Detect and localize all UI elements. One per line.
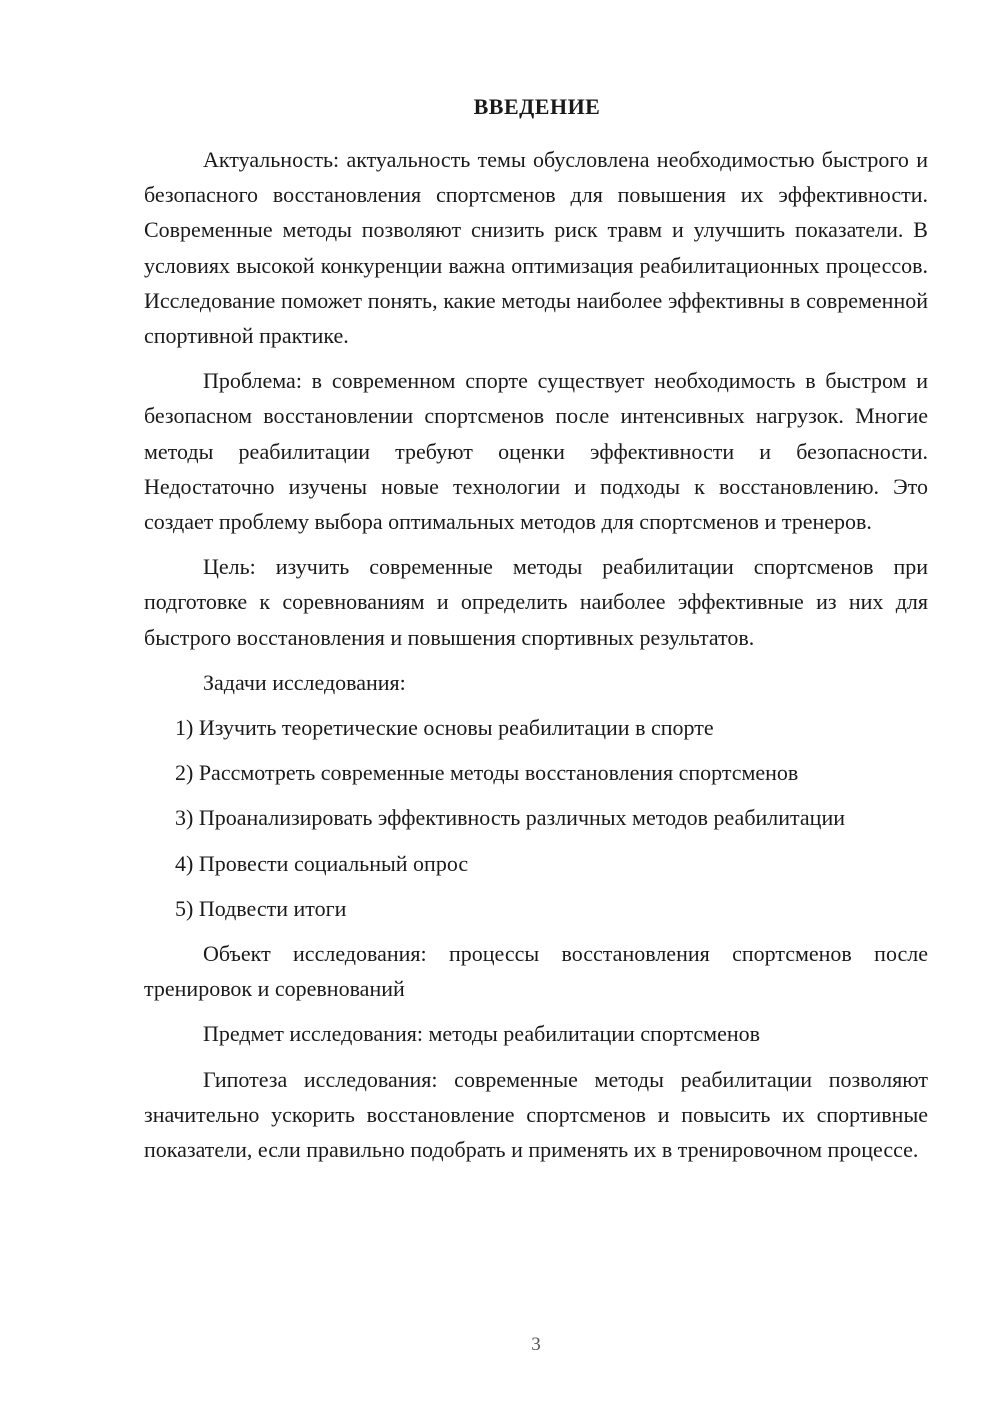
task-item-1: 1) Изучить теоретические основы реабилитации в спорте [175, 715, 714, 741]
page-content [144, 94, 928, 1177]
task-item-4: 4) Провести социальный опрос [175, 850, 469, 876]
hypothesis-paragraph: Гипотеза исследования: современные методы реабилитации позволяют значительно ускорить восстановление спортсменов и повысить их спортивные показатели, если правильно подобрать и применять их в тренировочном процессе. [144, 1066, 928, 1163]
goal-paragraph: Цель: изучить современные методы реабилитации спортсменов при подготовке к соревнованиям и определить наиболее эффективные из них для быстрого восстановления и повышения спортивных результатов. [144, 554, 928, 650]
task-item-2: 2) Рассмотреть современные методы восстановления спортсменов [175, 760, 799, 786]
subject-paragraph: Предмет исследования: методы реабилитации спортсменов [203, 1021, 761, 1047]
task-item-5: 5) Подвести итоги [175, 895, 347, 921]
problem-paragraph: Проблема: в современном спорте существует необходимость в быстром и безопасном восстановлении спортсменов после интенсивных нагрузок. Многие методы реабилитации требуют оценки эффективности и безопасности. Недостаточно изучены новые технологии и подходы к восстановлению. Это создает проблему выбора оптимальных методов для спортсменов и тренеров. [144, 368, 928, 535]
task-item-3: 3) Проанализировать эффективность различных методов реабилитации [175, 805, 846, 831]
tasks-title: Задачи исследования: [203, 669, 406, 695]
page-number: 3 [531, 1334, 541, 1355]
object-paragraph: Объект исследования: процессы восстановления спортсменов после тренировок и соревнований [144, 941, 928, 1002]
page-title: ВВЕДЕНИЕ [473, 94, 601, 119]
relevance-paragraph: Актуальность: актуальность темы обусловлена необходимостью быстрого и безопасного восстановления спортсменов для повышения их эффективности. Современные методы позволяют снизить риск травм и улучшить показатели. В условиях высокой конкуренции важна оптимизация реабилитационных процессов. Исследование поможет понять, какие методы наиболее эффективны в современной спортивной практике. [144, 147, 928, 349]
